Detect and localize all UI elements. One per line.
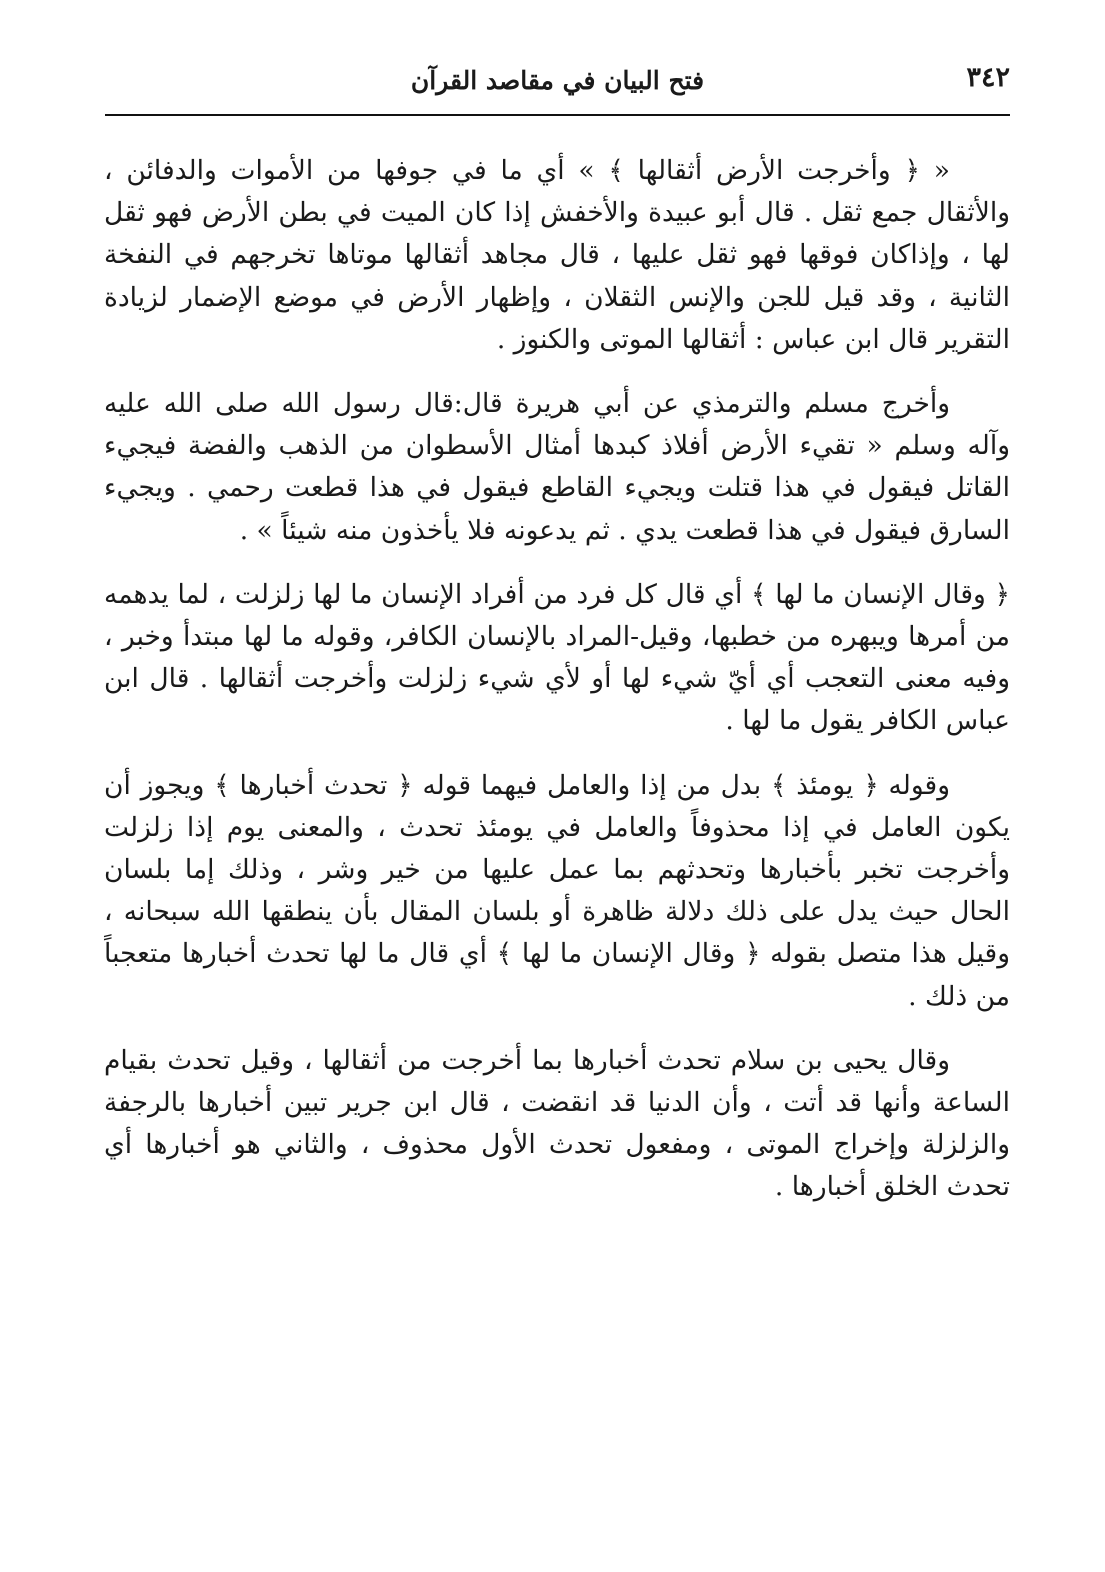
paragraph-4: وقوله ﴿ يومئذ ﴾ بدل من إذا والعامل فيهما قوله ﴿ تحدث أخبارها ﴾ ويجوز أن يكون العامل في إذا محذوفاً والعامل في يومئذ تحدث ، والمعنى يوم إذا زلزلت وأخرجت تخبر بأخبارها وتحدثهم بما عمل عليها من خير وشر ، وذلك إما بلسان الحال حيث يدل على ذلك دلالة ظاهرة أو بلسان المقال بأن ينطقها الله سبحانه ، وقيل هذا متصل بقوله ﴿ وقال الإنسان ما لها ﴾ أي قال ما لها تحدث أخبارها متعجباً من ذلك . <box>104 769 1010 1012</box>
paragraph-5: وقال يحيى بن سلام تحدث أخبارها بما أخرجت من أثقالها ، وقيل تحدث بقيام الساعة وأنها قد أتت ، وأن الدنيا قد انقضت ، قال ابن جرير تبين أخبارها بالرجفة والزلزلة وإخراج الموتى ، ومفعول تحدث الأول محذوف ، والثاني هو أخبارها أي تحدث الخلق أخبارها . <box>104 1044 1010 1203</box>
page-number: ٣٤٢ <box>966 62 1010 93</box>
paragraph-3: ﴿ وقال الإنسان ما لها ﴾ أي قال كل فرد من أفراد الإنسان ما لها زلزلت ، لما يدهمه من أمرها ويبهره من خطبها، وقيل-المراد بالإنسان الكافر، وقوله ما لها مبتدأ وخبر ، وفيه معنى التعجب أي أيّ شيء لها أو لأي شيء زلزلت وأخرجت أثقالها . قال ابن عباس الكافر يقول ما لها . <box>104 578 1010 737</box>
paragraph-1: « ﴿ وأخرجت الأرض أثقالها ﴾ » أي ما في جوفها من الأموات والدفائن ، والأثقال جمع ثقل . قال أبو عبيدة والأخفش إذا كان الميت في بطن الأرض فهو ثقل لها ، وإذاكان فوقها فهو ثقل عليها ، قال مجاهد أثقالها موتاها تخرجهم في النفخة الثانية ، وقد قيل للجن والإنس الثقلان ، وإظهار الأرض في موضع الإضمار لزيادة التقرير قال ابن عباس : أثقالها الموتى والكنوز . <box>104 155 1010 355</box>
page-body <box>104 150 1010 1209</box>
running-title: فتح البيان في مقاصد القرآن <box>410 66 705 95</box>
page-header <box>105 62 1010 116</box>
paragraph-2: وأخرج مسلم والترمذي عن أبي هريرة قال:قال رسول الله صلى الله عليه وآله وسلم « تقيء الأرض أفلاذ كبدها أمثال الأسطوان من الذهب والفضة فيجيء القاتل فيقول في هذا قتلت ويجيء القاطع فيقول في هذا قطعت رحمي . ويجيء السارق فيقول في هذا قطعت يدي . ثم يدعونه فلا يأخذون منه شيئاً » . <box>104 388 1010 546</box>
